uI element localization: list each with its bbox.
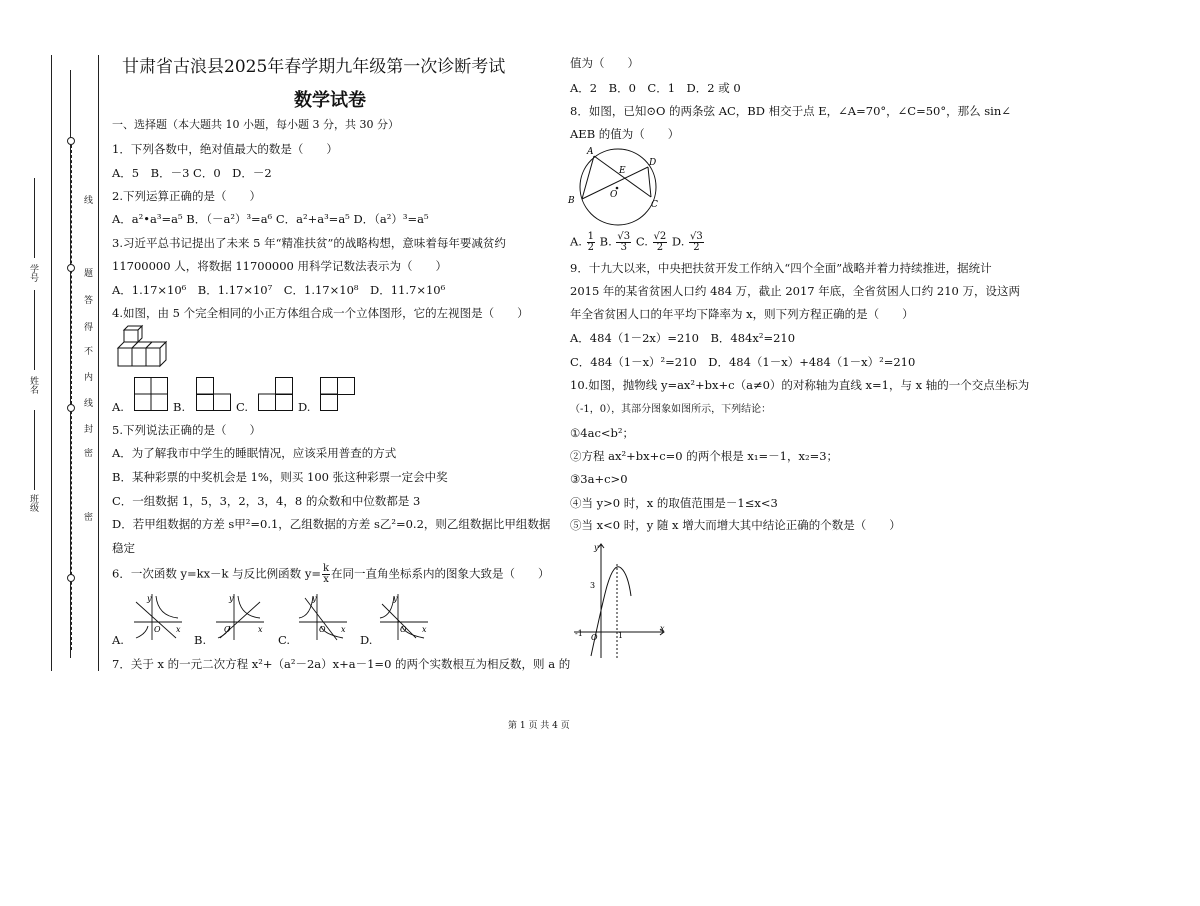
q6d-x-label: x <box>422 625 427 634</box>
q10-origin: O <box>591 633 598 642</box>
binding-hole <box>67 137 75 145</box>
seal-char: 密 <box>82 512 92 521</box>
q8b-den: 3 <box>620 242 627 253</box>
question-9-line-1: 9．十九大以来，中央把扶贫开发工作纳入“四个全面”战略并着力持续推进，据统计 <box>570 261 992 275</box>
q8-point-e: E <box>619 166 626 176</box>
q8-point-o: O <box>610 190 618 200</box>
q10-tick-3: 3 <box>590 581 596 590</box>
question-8-line-2: AEB 的值为（ ） <box>570 127 680 141</box>
question-10-line-2: （-1，0），其部分图象如图所示，下列结论： <box>570 404 772 415</box>
question-9-line-3: 年全省贫困人口的年平均下降率为 x，则下列方程正确的是（ ） <box>570 307 914 321</box>
q6b-x-label: x <box>258 625 263 634</box>
question-9-line-2: 2015 年的某省贫困人口约 484 万，截止 2017 年底，全省贫困人口约 210 万，设这两 <box>570 284 1021 298</box>
q8-option-b-frac <box>616 232 631 253</box>
q8-option-c-frac <box>653 232 668 253</box>
question-5-option-c: C．一组数据 1，5，3，2，3，4，8 的众数和中位数都是 3 <box>112 494 421 508</box>
seal-char: 不 <box>82 346 92 355</box>
question-8-options <box>570 232 705 253</box>
question-5: 5.下列说法正确的是（ ） <box>112 423 261 437</box>
q8-center-dot <box>616 187 619 190</box>
q10-parabola-graph <box>570 538 670 660</box>
question-6 <box>112 564 550 585</box>
seal-char: 密 <box>82 448 92 457</box>
q8-point-c: C <box>651 200 658 210</box>
question-7: 7．关于 x 的一元二次方程 x²+（a²－2a）x+a－1=0 的两个实数根互为相反数，则 a 的 <box>112 657 571 671</box>
binding-hole <box>67 264 75 272</box>
q8-option-d-frac <box>689 232 704 253</box>
q4-option-c-label: C. <box>236 400 249 414</box>
student-number-label: 学号 <box>28 264 38 282</box>
question-10-claim-1: ①4ac<b²； <box>570 426 635 440</box>
page-footer: 第 1 页 共 4 页 <box>508 721 570 731</box>
exam-subtitle: 数学试卷 <box>294 90 366 111</box>
class-line <box>34 410 35 490</box>
q6c-x-label: x <box>341 625 346 634</box>
q4-option-a-label: A. <box>112 400 124 414</box>
question-5-option-b: B．某种彩票的中奖机会是 1%，则买 100 张这种彩票一定会中奖 <box>112 470 448 484</box>
q6-option-c-graph <box>297 592 349 642</box>
question-5-option-d: D．若甲组数据的方差 s甲²=0.1，乙组数据的方差 s乙²=0.2，则乙组数据比甲组数据 <box>112 517 551 531</box>
q6c-origin: O <box>319 625 326 634</box>
q6c-y-label: y <box>312 594 317 603</box>
seal-char: 封 <box>82 424 92 433</box>
q6a-y-label: y <box>147 594 152 603</box>
question-3-line-2: 11700000 人，将数据 11700000 用科学记数法表示为（ ） <box>112 259 448 273</box>
q8a-den: 2 <box>587 242 594 253</box>
question-8-line-1: 8．如图，已知⊙O 的两条弦 AC，BD 相交于点 E，∠A=70°，∠C=50°，那么 sin∠ <box>570 104 1011 118</box>
q8c-den: 2 <box>656 242 664 253</box>
q10-x-axis-label: x <box>660 624 665 633</box>
q8-option-a-frac <box>587 232 595 253</box>
question-2: 2.下列运算正确的是（ ） <box>112 189 261 203</box>
seal-char: 答 <box>82 295 92 304</box>
q6b-y-label: y <box>229 594 234 603</box>
name-label: 姓名 <box>28 376 38 394</box>
q6-fraction <box>322 564 330 585</box>
seal-char: 题 <box>82 268 92 277</box>
question-10-line-1: 10.如图，抛物线 y=ax²+bx+c（a≠0）的对称轴为直线 x=1，与 x 轴的一个交点坐标为 <box>570 378 1030 392</box>
question-6-part-2: 在同一直角坐标系内的图象大致是（ ） <box>331 566 550 581</box>
question-5-option-a: A．为了解我市中学生的睡眠情况，应该采用普查的方式 <box>112 446 397 460</box>
question-9-options-1: A．484（1－2x）=210 B．484x²=210 <box>570 331 796 345</box>
q8b-num: √3 <box>617 231 631 242</box>
question-1-options: A．5 B．－3 C．0 D．－2 <box>112 166 272 180</box>
student-number-line <box>34 178 35 258</box>
q4-option-a-view <box>134 377 168 411</box>
q8d-num: √3 <box>690 231 703 242</box>
inner-binding-line-2 <box>98 55 99 671</box>
q8-circle-figure <box>568 143 664 231</box>
q10-tick-1: 1 <box>618 631 624 640</box>
q6-option-d-graph <box>378 592 430 642</box>
q8-option-c-letter: C. <box>635 234 648 249</box>
q6a-origin: O <box>154 625 161 634</box>
question-7-cont: 值为（ ） <box>570 56 639 70</box>
name-line <box>34 290 35 370</box>
q6a-x-label: x <box>176 625 181 634</box>
q6-option-a-graph <box>132 592 184 642</box>
q8-option-d-letter: D. <box>671 234 685 249</box>
class-label: 班级 <box>28 494 38 512</box>
q6-fraction-num: k <box>322 563 330 574</box>
q10-tick-neg1: -1 <box>575 629 583 638</box>
question-3-options: A．1.17×10⁶ B．1.17×10⁷ C．1.17×10⁸ D．11.7×10⁶ <box>112 283 446 297</box>
q6-option-d-label: D. <box>360 633 373 647</box>
question-10-claim-4: ④当 y>0 时，x 的取值范围是－1≤x<3 <box>570 496 778 510</box>
question-10-claim-5: ⑤当 x<0 时，y 随 x 增大而增大其中结论正确的个数是（ ） <box>570 518 901 532</box>
q6b-origin: O <box>224 625 231 634</box>
binding-hole <box>67 404 75 412</box>
q4-option-b-view <box>196 377 232 411</box>
question-5-option-d-cont: 稳定 <box>112 541 135 555</box>
q6d-origin: O <box>400 625 407 634</box>
q6-option-a-label: A. <box>112 633 124 647</box>
binding-hole <box>67 574 75 582</box>
q8a-num: 1 <box>587 231 594 242</box>
seal-char: 得 <box>82 322 92 331</box>
q4-option-d-label: D. <box>298 400 311 414</box>
question-3-line-1: 3.习近平总书记提出了未来 5 年“精准扶贫”的战略构想，意味着每年要减贫约 <box>112 236 506 250</box>
question-1: 1．下列各数中，绝对值最大的数是（ ） <box>112 142 338 156</box>
q8c-num: √2 <box>653 231 667 242</box>
q6-fraction-den: x <box>323 574 329 585</box>
q4-option-c-view <box>258 377 294 411</box>
section-heading: 一、选择题（本大题共 10 小题，每小题 3 分，共 30 分） <box>112 118 399 131</box>
q4-option-d-view <box>320 377 356 411</box>
q8-point-a: A <box>587 147 594 157</box>
q6-option-b-label: B. <box>194 633 207 647</box>
q8-point-b: B <box>568 196 575 206</box>
q6-option-c-label: C. <box>278 633 291 647</box>
question-6-part-1: 6．一次函数 y=kx－k 与反比例函数 y= <box>112 566 321 581</box>
question-10-claim-2: ②方程 ax²+bx+c=0 的两个根是 x₁=－1，x₂=3； <box>570 449 839 463</box>
seal-char: 线 <box>82 398 92 407</box>
cube-solid-figure <box>112 326 168 370</box>
q4-option-b-label: B. <box>173 400 186 414</box>
q10-y-axis-label: y <box>594 543 599 552</box>
q8d-den: 2 <box>693 242 700 253</box>
seal-char: 内 <box>82 372 92 381</box>
q8-point-d: D <box>649 158 657 168</box>
q8-option-a-letter: A. <box>570 234 582 249</box>
question-2-options: A．a²•a³=a⁵ B．（－a²）³=a⁶ C．a²+a³=a⁵ D．（a²）³=a⁵ <box>112 212 429 226</box>
seal-char: 线 <box>82 195 92 204</box>
outer-binding-line <box>51 55 52 671</box>
question-10-claim-3: ③3a+c>0 <box>570 472 628 486</box>
q6d-y-label: y <box>393 594 398 603</box>
q6-option-b-graph <box>214 592 266 642</box>
question-7-options: A．2 B．0 C．1 D．2 或 0 <box>570 81 741 95</box>
question-4: 4.如图，由 5 个完全相同的小正方体组合成一个立体图形，它的左视图是（ ） <box>112 306 529 320</box>
question-9-options-2: C．484（1－x）²=210 D．484（1－x）+484（1－x）²=210 <box>570 355 916 369</box>
exam-title: 甘肃省古浪县2025年春学期九年级第一次诊断考试 <box>122 57 506 77</box>
q8-option-b-letter: B. <box>599 234 612 249</box>
